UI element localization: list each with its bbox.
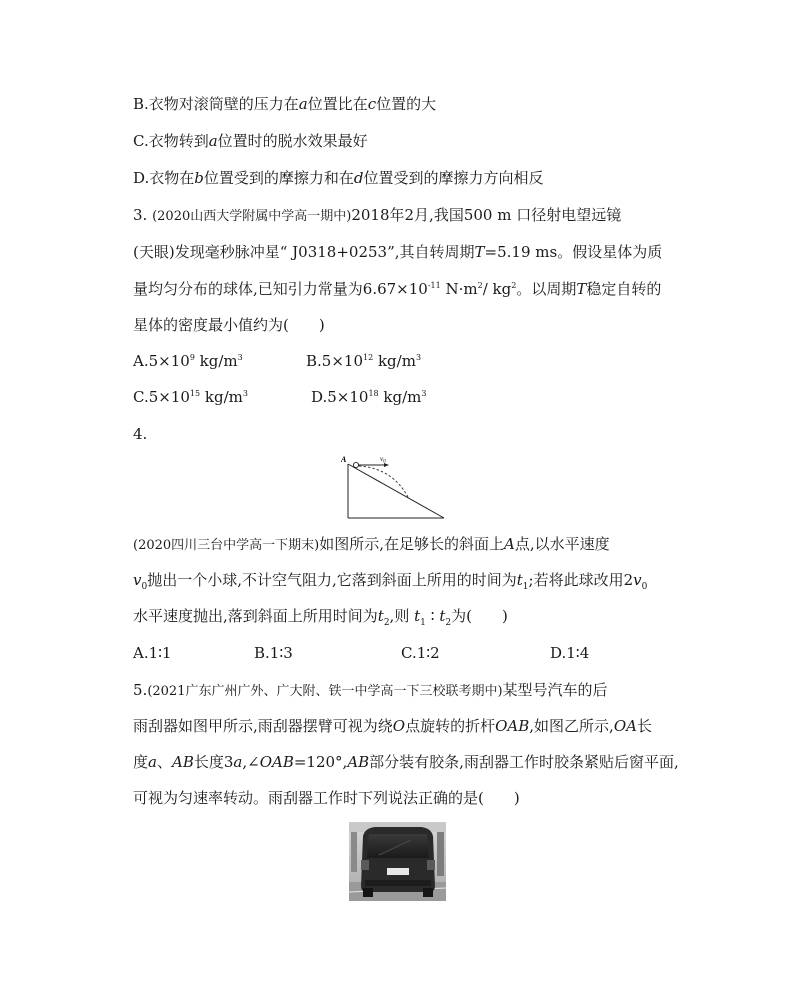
ball [353, 462, 358, 467]
q3-option-b: $B.5\times 10^{12}$ $kg/m^3$ [306, 352, 422, 370]
q3-stem-line3: 量均匀分布的球体,已知引力常量为$6.67\times 10^{-11}$ $N\cdot m^2/$ $kg^2$。以周期T稳定自转的 [133, 280, 662, 298]
q5-stem-line2: 雨刮器如图甲所示,雨刮器摆臂可视为绕O点旋转的折杆OAB,如图乙所示,OA长 [133, 717, 652, 735]
q4-option-b: B.1∶3 [254, 644, 293, 662]
q4-stem-line3: 水平速度抛出,落到斜面上所用时间为$t_2$,则 $t_1$ ∶ $t_2$为( ) [133, 607, 508, 628]
q4-number: 4. [133, 425, 148, 443]
q4-source: (2020四川三台中学高一下期末) [133, 538, 320, 553]
q3-stem-line1: 3. (2020山西大学附属中学高一期中)2018年2月,我国500 m 口径射电望远镜 [133, 206, 622, 224]
right-wheel [423, 888, 433, 897]
q4-option-c: C.1∶2 [401, 644, 440, 662]
q3-option-a: $A.5\times 10^9$ $kg/m^3$ [133, 352, 243, 370]
point-a-label: A [341, 455, 347, 464]
q4-option-a: A.1∶1 [133, 644, 172, 662]
q4-stem-line2: $v_0$抛出一个小球,不计空气阻力,它落到斜面上所用的时间为$t_1$;若将此球改用$2v_0$ [133, 571, 648, 592]
q3-option-d: $D.5\times 10^{18}$ $kg/m^3$ [311, 388, 427, 406]
q5-stem-line4: 可视为匀速率转动。雨刮器工作时下列说法正确的是( ) [133, 789, 520, 807]
left-wheel [363, 888, 373, 897]
license-plate [387, 868, 409, 875]
q2-option-c: C.衣物转到a位置时的脱水效果最好 [133, 132, 368, 150]
q3-option-c: $C.5\times 10^{15}$ $kg/m^3$ [133, 388, 248, 406]
q5-source: (2021广东广州广外、广大附、铁一中学高一下三校联考期中) [147, 684, 503, 699]
q3-stem-line2: (天眼)发现毫秒脉冲星“ J0318+0253”,其自转周期T=5.19 ms。假设星体为质 [133, 243, 663, 261]
q2-option-b: B.衣物对滚筒壁的压力在a位置比在c位置的大 [133, 95, 437, 113]
q3-stem-line4: 星体的密度最小值约为( ) [133, 316, 325, 334]
q4-option-d: D.1∶4 [550, 644, 590, 662]
rear-bumper [365, 880, 431, 886]
v0-label: $v_0$ [380, 455, 386, 465]
q2-option-d: D.衣物在b位置受到的摩擦力和在d位置受到的摩擦力方向相反 [133, 169, 544, 187]
right-taillight [427, 860, 435, 870]
q4-stem-line1: (2020四川三台中学高一下期末)如图所示,在足够长的斜面上A点,以水平速度 [133, 535, 610, 553]
incline-figure [340, 452, 450, 522]
left-taillight [361, 860, 369, 870]
car-rear-photo [349, 822, 446, 901]
q5-stem-line3: 度a、AB长度3a,∠OAB=120°,AB部分装有胶条,雨刮器工作时胶条紧贴后窗平面, [133, 753, 679, 771]
q3-source: (2020山西大学附属中学高一期中) [152, 209, 352, 224]
trajectory-dashed [359, 466, 408, 497]
q5-stem-line1: 5.(2021广东广州广外、广大附、铁一中学高一下三校联考期中)某型号汽车的后 [133, 681, 608, 699]
incline-slope [348, 464, 444, 518]
